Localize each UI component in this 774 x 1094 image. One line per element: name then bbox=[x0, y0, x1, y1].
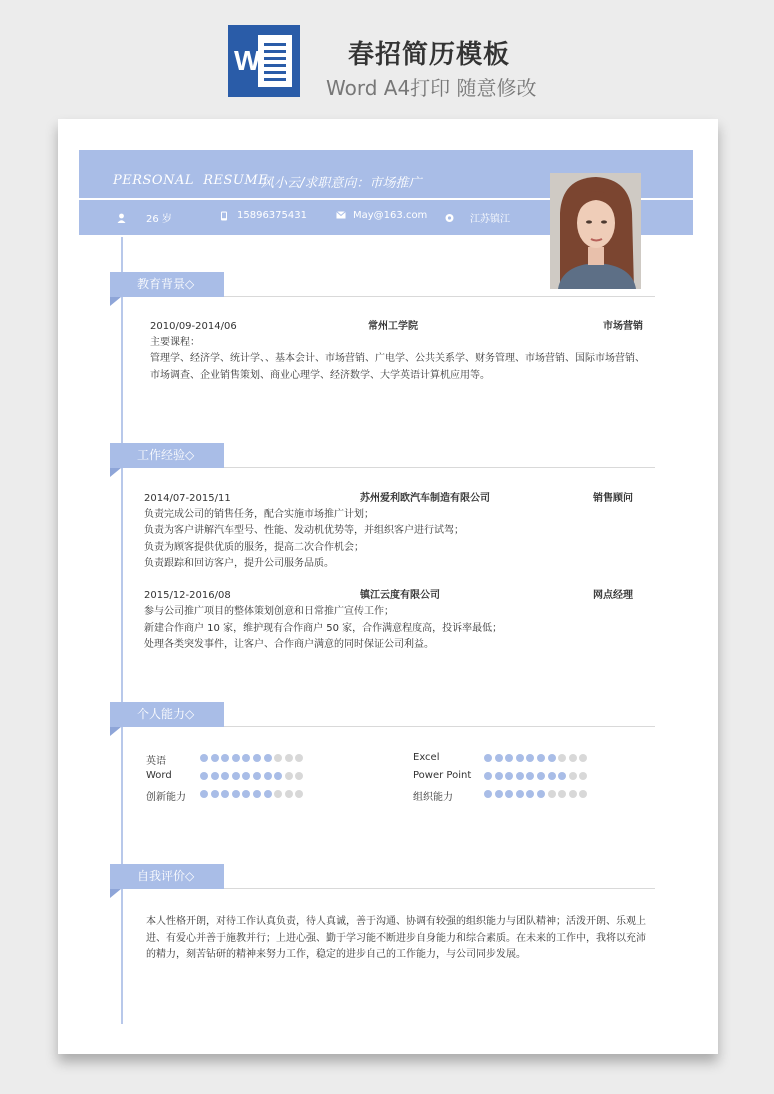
rating-dot-filled bbox=[200, 772, 208, 780]
word-logo-letter: W bbox=[234, 45, 261, 76]
rating-dot-empty bbox=[579, 772, 587, 780]
rating-dot-empty bbox=[295, 790, 303, 798]
job-company: 镇江云度有限公司 bbox=[360, 590, 440, 601]
rating-dot-filled bbox=[211, 754, 219, 762]
rating-dot-filled bbox=[242, 772, 250, 780]
rating-dot-filled bbox=[495, 772, 503, 780]
rating-dot-filled bbox=[526, 790, 534, 798]
rating-dot-filled bbox=[211, 790, 219, 798]
timeline-line bbox=[121, 237, 123, 1024]
section-title-skills: 个人能力◇ bbox=[110, 702, 224, 727]
rating-dot-empty bbox=[274, 754, 282, 762]
rating-dot-filled bbox=[516, 772, 524, 780]
word-logo-icon bbox=[228, 25, 300, 97]
rating-dot-filled bbox=[516, 754, 524, 762]
job-duty: 负责为顾客提供优质的服务，提高二次合作机会； bbox=[144, 542, 364, 553]
rating-dot-empty bbox=[558, 790, 566, 798]
rating-dot-filled bbox=[505, 790, 513, 798]
age-info bbox=[117, 210, 172, 225]
rating-dot-filled bbox=[221, 790, 229, 798]
rating-dot-filled bbox=[548, 772, 556, 780]
rating-dot-filled bbox=[526, 754, 534, 762]
rating-dot-filled bbox=[232, 772, 240, 780]
edu-major: 市场营销 bbox=[603, 321, 643, 332]
rating-dot-filled bbox=[264, 754, 272, 762]
job-duty: 负责跟踪和回访客户，提升公司服务品质。 bbox=[144, 558, 334, 569]
job-duty: 负责为客户讲解汽车型号、性能、发动机优势等，并组织客户进行试驾； bbox=[144, 525, 464, 536]
rating-dot-filled bbox=[211, 772, 219, 780]
mail-icon bbox=[336, 211, 345, 221]
skill-label: 英语 bbox=[146, 756, 166, 767]
section-title-education: 教育背景◇ bbox=[110, 272, 224, 297]
rating-dot-filled bbox=[253, 790, 261, 798]
name-intent: 风小云/求职意向：市场推广 bbox=[261, 176, 422, 191]
rating-dot-filled bbox=[484, 772, 492, 780]
edu-school: 常州工学院 bbox=[368, 321, 418, 332]
rating-dot-filled bbox=[221, 754, 229, 762]
rating-dot-empty bbox=[579, 790, 587, 798]
rating-dot-filled bbox=[232, 754, 240, 762]
skill-label: Power Point bbox=[413, 770, 472, 781]
rating-dot-empty bbox=[569, 772, 577, 780]
rating-dot-filled bbox=[537, 754, 545, 762]
rating-dot-filled bbox=[495, 754, 503, 762]
rating-dot-filled bbox=[526, 772, 534, 780]
job-duty: 参与公司推广项目的整体策划创意和日常推广宣传工作； bbox=[144, 606, 394, 617]
phone-icon bbox=[220, 211, 229, 221]
section-divider bbox=[224, 467, 655, 468]
skill-rating bbox=[200, 790, 303, 798]
rating-dot-empty bbox=[548, 790, 556, 798]
email-text: May@163.com bbox=[353, 210, 428, 221]
rating-dot-filled bbox=[505, 772, 513, 780]
skill-rating bbox=[200, 754, 303, 762]
rating-dot-filled bbox=[264, 772, 272, 780]
rating-dot-filled bbox=[516, 790, 524, 798]
skill-label: 创新能力 bbox=[146, 792, 186, 803]
edu-period: 2010/09-2014/06 bbox=[150, 321, 237, 332]
section-divider bbox=[224, 888, 655, 889]
rating-dot-filled bbox=[484, 754, 492, 762]
skill-label: 组织能力 bbox=[413, 792, 453, 803]
age-text: 26 岁 bbox=[146, 214, 172, 225]
job-company: 苏州爱利欧汽车制造有限公司 bbox=[360, 493, 490, 504]
rating-dot-empty bbox=[569, 790, 577, 798]
rating-dot-filled bbox=[264, 790, 272, 798]
skill-rating bbox=[484, 754, 587, 762]
rating-dot-filled bbox=[200, 754, 208, 762]
section-divider bbox=[224, 726, 655, 727]
skill-label: Excel bbox=[413, 752, 440, 763]
skill-rating bbox=[200, 772, 303, 780]
skill-rating bbox=[484, 772, 587, 780]
job-role: 网点经理 bbox=[593, 590, 633, 601]
rating-dot-empty bbox=[569, 754, 577, 762]
job-duty: 处理各类突发事件，让客户、合作商户满意的同时保证公司利益。 bbox=[144, 639, 434, 650]
rating-dot-filled bbox=[505, 754, 513, 762]
rating-dot-empty bbox=[295, 754, 303, 762]
job-period: 2014/07-2015/11 bbox=[144, 493, 231, 504]
banner-title: 春招简历模板 bbox=[348, 40, 511, 70]
resume-page bbox=[58, 119, 718, 1054]
phone-text: 15896375431 bbox=[237, 210, 307, 221]
location-icon bbox=[445, 213, 454, 223]
job-role: 销售顾问 bbox=[593, 493, 633, 504]
skill-rating bbox=[484, 790, 587, 798]
rating-dot-empty bbox=[285, 790, 293, 798]
section-title-self-eval: 自我评价◇ bbox=[110, 864, 224, 889]
section-divider bbox=[224, 296, 655, 297]
rating-dot-filled bbox=[558, 772, 566, 780]
job-duty: 新建合作商户 10 家，维护现有合作商户 50 家，合作满意程度高，投诉率最低； bbox=[144, 623, 503, 634]
rating-dot-empty bbox=[579, 754, 587, 762]
edu-courses-label: 主要课程： bbox=[150, 337, 200, 348]
rating-dot-filled bbox=[221, 772, 229, 780]
profile-photo bbox=[550, 173, 641, 289]
rating-dot-filled bbox=[495, 790, 503, 798]
rating-dot-filled bbox=[537, 772, 545, 780]
rating-dot-filled bbox=[253, 772, 261, 780]
rating-dot-filled bbox=[548, 754, 556, 762]
rating-dot-filled bbox=[484, 790, 492, 798]
rating-dot-empty bbox=[285, 772, 293, 780]
skill-label: Word bbox=[146, 770, 172, 781]
location-info bbox=[445, 210, 510, 225]
rating-dot-filled bbox=[232, 790, 240, 798]
person-icon bbox=[117, 213, 126, 223]
job-duty: 负责完成公司的销售任务，配合实施市场推广计划； bbox=[144, 509, 374, 520]
rating-dot-empty bbox=[558, 754, 566, 762]
phone-info bbox=[220, 210, 307, 221]
edu-courses: 管理学、经济学、统计学、、基本会计、市场营销、广电学、公共关系学、财务管理、市场营销、国际市场营销、市场调查、企业销售策划、商业心理学、经济数学、大学英语计算机应用等。 bbox=[150, 353, 645, 381]
section-title-work: 工作经验◇ bbox=[110, 443, 224, 468]
rating-dot-empty bbox=[274, 790, 282, 798]
resume-heading-en: PERSONAL RESUME bbox=[113, 173, 269, 188]
location-text: 江苏镇江 bbox=[470, 214, 510, 225]
rating-dot-empty bbox=[295, 772, 303, 780]
rating-dot-filled bbox=[200, 790, 208, 798]
email-info bbox=[336, 210, 427, 221]
rating-dot-filled bbox=[253, 754, 261, 762]
job-period: 2015/12-2016/08 bbox=[144, 590, 231, 601]
rating-dot-filled bbox=[242, 790, 250, 798]
rating-dot-filled bbox=[242, 754, 250, 762]
rating-dot-empty bbox=[285, 754, 293, 762]
rating-dot-filled bbox=[274, 772, 282, 780]
self-eval-text: 本人性格开朗，对待工作认真负责，待人真诚，善于沟通、协调有较强的组织能力与团队精神；活泼开朗、乐观上进、有爱心并善于施教并行；上进心强、勤于学习能不断进步自身能力和综合素质。在未来的工作中，我将以充沛的精力，刻苦钻研的精神来努力工作，稳定的进步自己的工作能力，与公司同步发展。 bbox=[146, 916, 646, 960]
banner-subtitle: Word A4打印 随意修改 bbox=[326, 76, 537, 100]
rating-dot-filled bbox=[537, 790, 545, 798]
